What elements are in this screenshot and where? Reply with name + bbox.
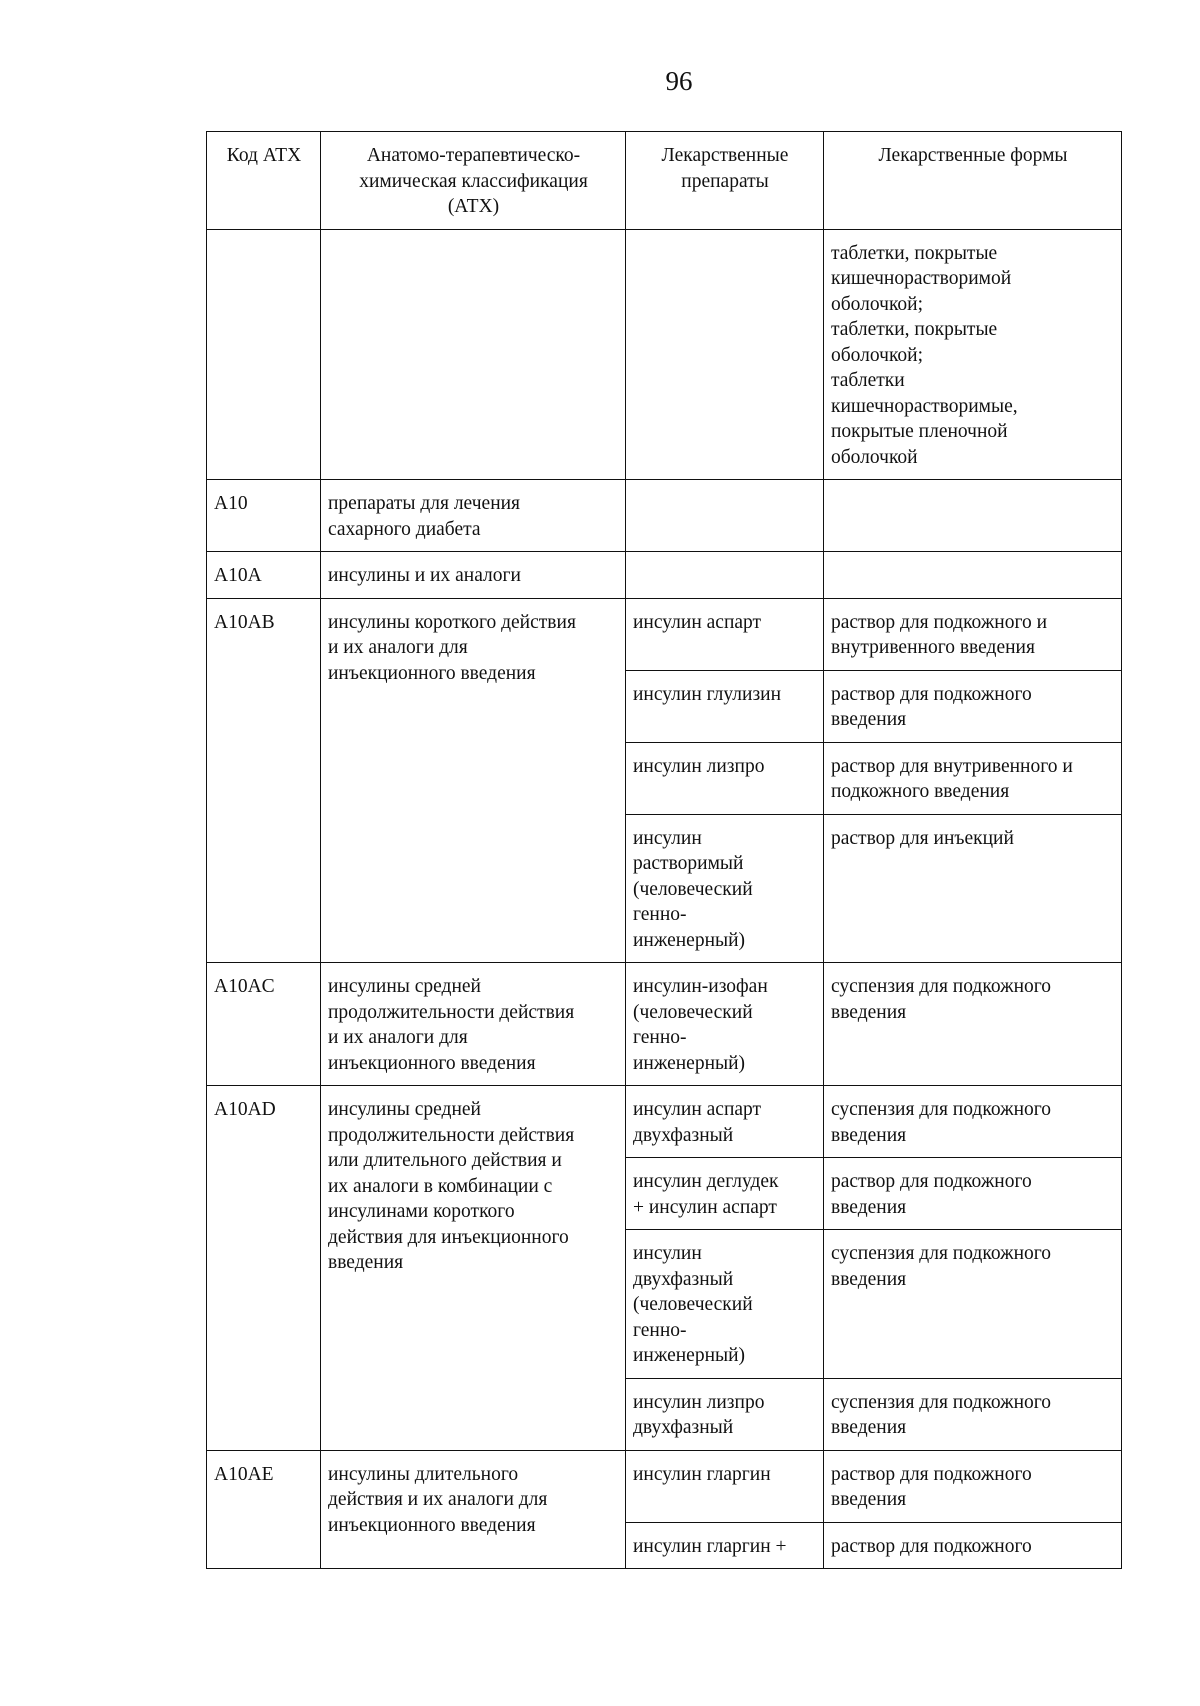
cell-drug [626,480,824,552]
cell-drug: инсулин аспарт [626,598,824,670]
cell-drug [626,229,824,480]
cell-form: раствор для внутривенного и подкожного введения [824,742,1122,814]
cell-classification: инсулины длительного действия и их аналоги для инъекционного введения [321,1450,626,1569]
cell-form: раствор для подкожного введения [824,670,1122,742]
header-code: Код АТХ [207,132,321,230]
cell-form [824,552,1122,599]
header-classification: Анатомо-терапевтическо- химическая классификация (АТХ) [321,132,626,230]
cell-form: раствор для подкожного введения [824,1158,1122,1230]
header-drugs: Лекарственные препараты [626,132,824,230]
table-body [207,229,1122,1569]
atx-table [206,131,1122,1569]
table-row [207,480,1122,552]
cell-drug: инсулин лизпро [626,742,824,814]
cell-classification: инсулины и их аналоги [321,552,626,599]
cell-drug: инсулин двухфазный (человеческий генно- инженерный) [626,1230,824,1379]
cell-classification: препараты для лечения сахарного диабета [321,480,626,552]
cell-code: A10A [207,552,321,599]
cell-classification: инсулины короткого действия и их аналоги для инъекционного введения [321,598,626,963]
cell-code: A10 [207,480,321,552]
table-row [207,552,1122,599]
page-number: 96 [665,66,693,96]
cell-form: таблетки, покрытые кишечнорастворимой оболочкой; таблетки, покрытые оболочкой; таблетки кишечнорастворимые, покрытые пленочной оболочкой [824,229,1122,480]
cell-form: раствор для подкожного и внутривенного введения [824,598,1122,670]
cell-form [824,480,1122,552]
cell-code: A10AE [207,1450,321,1569]
cell-form: суспензия для подкожного введения [824,1230,1122,1379]
cell-code: A10AC [207,963,321,1086]
table-row [207,229,1122,480]
cell-code: A10AB [207,598,321,963]
table-row [207,963,1122,1086]
cell-drug [626,552,824,599]
table-row [207,1450,1122,1522]
cell-drug: инсулин растворимый (человеческий генно- инженерный) [626,814,824,963]
cell-classification: инсулины средней продолжительности действия и их аналоги для инъекционного введения [321,963,626,1086]
cell-drug: инсулин гларгин + [626,1522,824,1569]
cell-drug: инсулин деглудек + инсулин аспарт [626,1158,824,1230]
table-row [207,598,1122,670]
cell-code: A10AD [207,1086,321,1451]
cell-drug: инсулин аспарт двухфазный [626,1086,824,1158]
cell-drug: инсулин лизпро двухфазный [626,1378,824,1450]
cell-classification: инсулины средней продолжительности действия или длительного действия и их аналоги в комбинации с инсулинами короткого действия для инъекционного введения [321,1086,626,1451]
cell-form: раствор для подкожного введения [824,1450,1122,1522]
cell-form: раствор для подкожного [824,1522,1122,1569]
cell-drug: инсулин-изофан (человеческий генно- инженерный) [626,963,824,1086]
table-header-row [207,132,1122,230]
cell-classification [321,229,626,480]
header-forms: Лекарственные формы [824,132,1122,230]
cell-form: суспензия для подкожного введения [824,1086,1122,1158]
cell-form: раствор для инъекций [824,814,1122,963]
cell-form: суспензия для подкожного введения [824,1378,1122,1450]
cell-form: суспензия для подкожного введения [824,963,1122,1086]
cell-code [207,229,321,480]
table-row [207,1086,1122,1158]
cell-drug: инсулин глулизин [626,670,824,742]
cell-drug: инсулин гларгин [626,1450,824,1522]
